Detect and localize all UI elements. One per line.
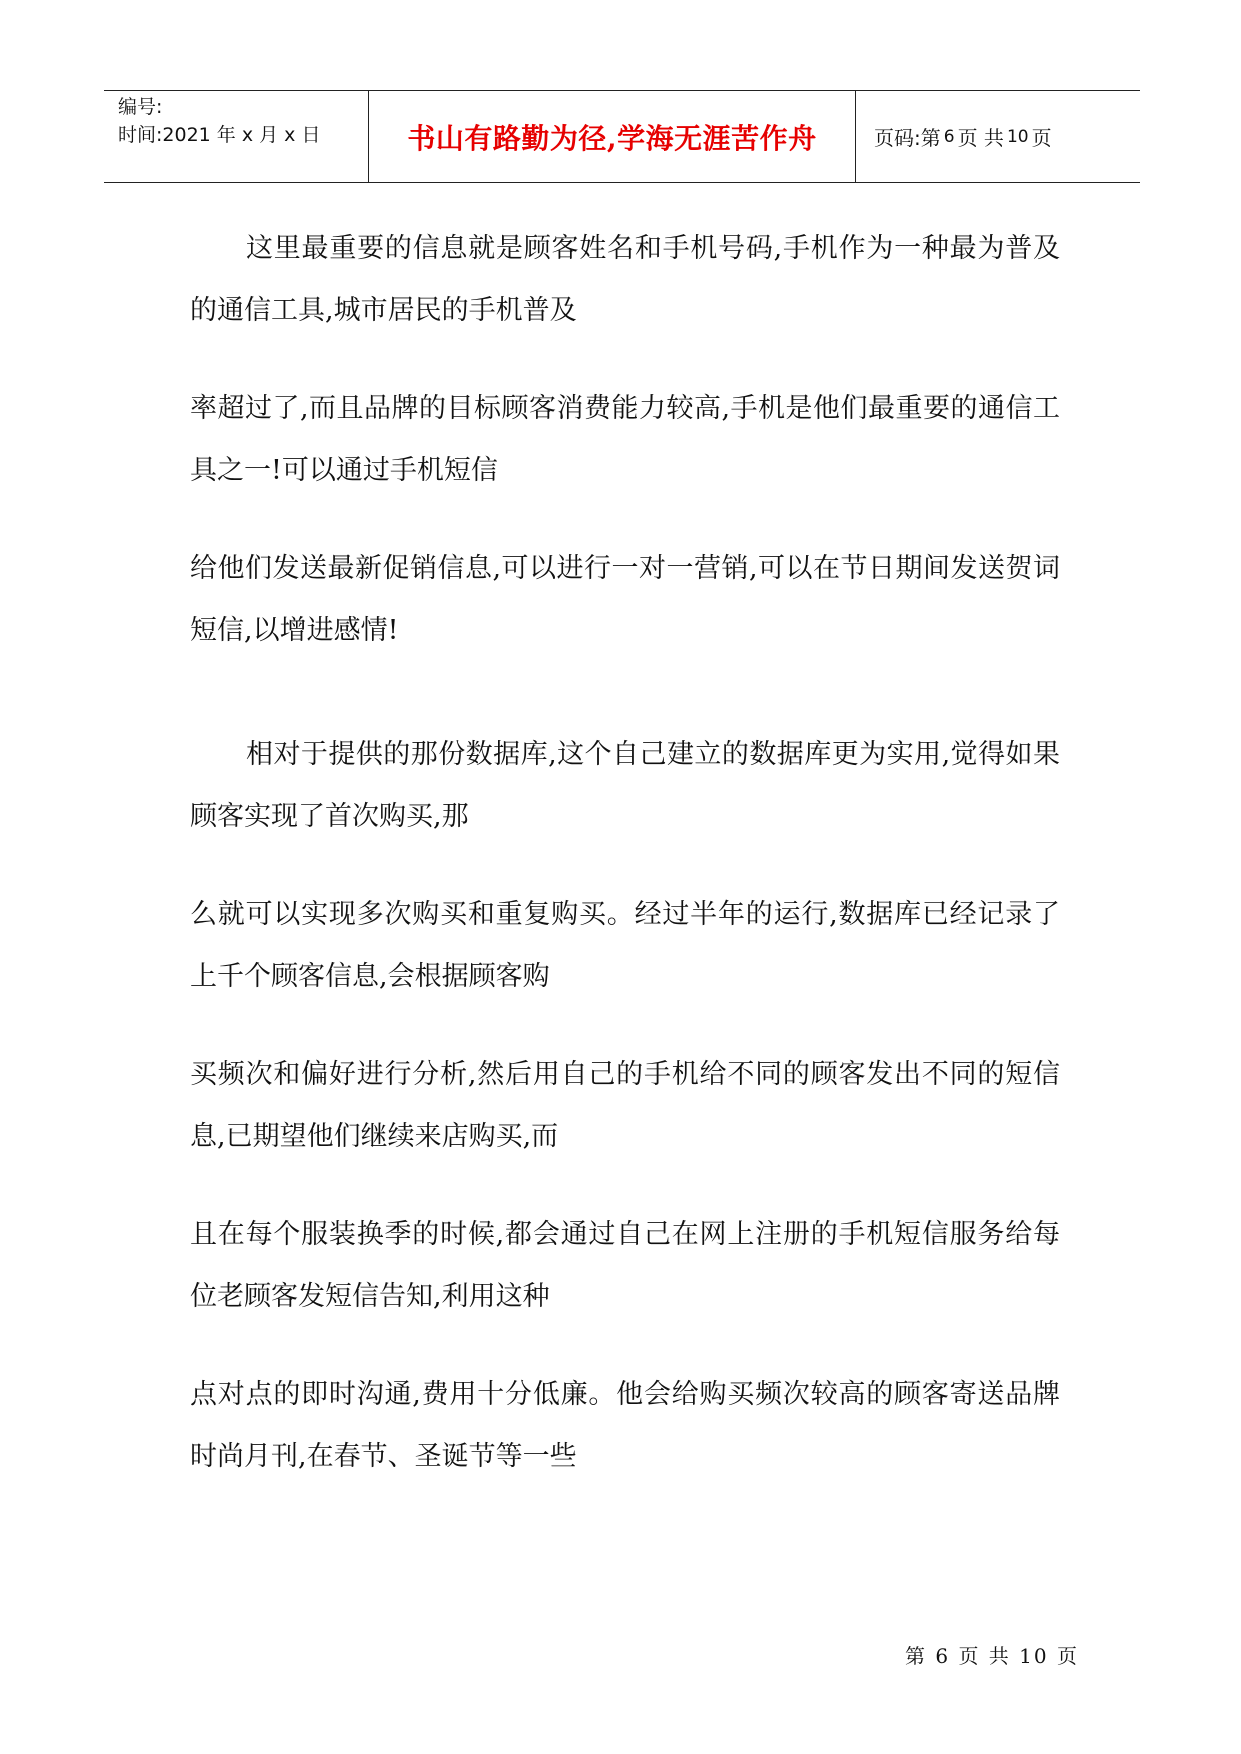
- paragraph: 点对点的即时沟通,费用十分低廉。他会给购买频次较高的顾客寄送品牌时尚月刊,在春节、圣诞节等一些: [190, 1379, 1060, 1472]
- header-motto: 书山有路勤为径,学海无涯苦作舟: [368, 91, 856, 182]
- paragraph: 么就可以实现多次购买和重复购买。经过半年的运行,数据库已经记录了上千个顾客信息,会根据顾客购: [190, 899, 1060, 992]
- paragraph: 且在每个服装换季的时候,都会通过自己在网上注册的手机短信服务给每位老顾客发短信告知,利用这种: [190, 1219, 1060, 1312]
- document-number-label: 编号:: [118, 96, 163, 118]
- page-current: 6: [943, 126, 955, 147]
- page-prefix: 页码:第: [874, 126, 941, 150]
- page-mid: 页 共: [957, 126, 1004, 150]
- paragraph: 相对于提供的那份数据库,这个自己建立的数据库更为实用,觉得如果顾客实现了首次购买,那: [190, 739, 1060, 832]
- header-meta: [104, 91, 368, 182]
- paragraph: 这里最重要的信息就是顾客姓名和手机号码,手机作为一种最为普及的通信工具,城市居民的手机普及: [190, 233, 1060, 326]
- page-footer: 第 6 页 共 10 页: [905, 1644, 1079, 1668]
- page-header: [104, 90, 1140, 183]
- paragraph: 给他们发送最新促销信息,可以进行一对一营销,可以在节日期间发送贺词短信,以增进感情!: [190, 553, 1060, 646]
- page-total: 10: [1006, 126, 1029, 147]
- paragraph: 买频次和偏好进行分析,然后用自己的手机给不同的顾客发出不同的短信息,已期望他们继续来店购买,而: [190, 1059, 1060, 1152]
- paragraph: 率超过了,而且品牌的目标顾客消费能力较高,手机是他们最重要的通信工具之一!可以通过手机短信: [190, 393, 1060, 486]
- header-page-number: [856, 91, 1140, 182]
- body-content: [190, 218, 1060, 1524]
- page-suffix: 页: [1031, 126, 1052, 150]
- document-time: 时间:2021 年 x 月 x 日: [118, 124, 321, 146]
